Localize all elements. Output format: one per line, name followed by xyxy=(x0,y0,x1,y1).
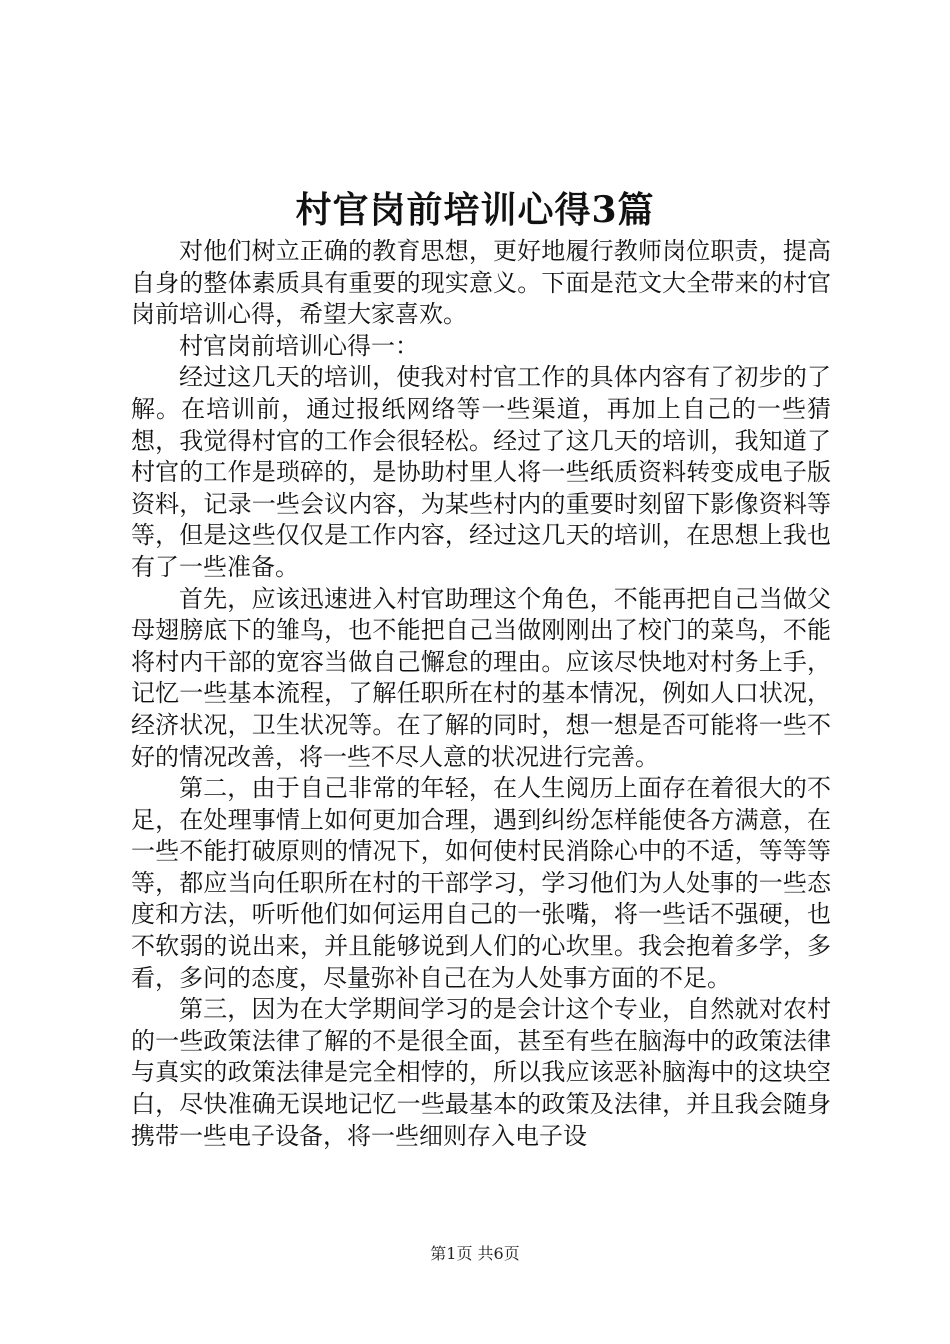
body-paragraph: 首先，应该迅速进入村官助理这个角色，不能再把自己当做父母翅膀底下的雏鸟，也不能把自己当做刚刚出了校门的菜鸟，不能将村内干部的宽容当做自己懈怠的理由。应该尽快地对村务上手，记忆一些基本流程，了解任职所在村的基本情况，例如人口状况，经济状况，卫生状况等。在了解的同时，想一想是否可能将一些不好的情况改善，将一些不尽人意的状况进行完善。 xyxy=(131,584,831,771)
body-paragraph: 经过这几天的培训，使我对村官工作的具体内容有了初步的了解。在培训前，通过报纸网络等一些渠道，再加上自己的一些猜想，我觉得村官的工作会很轻松。经过了这几天的培训，我知道了村官的工作是琐碎的，是协助村里人将一些纸质资料转变成电子版资料，记录一些会议内容，为某些村内的重要时刻留下影像资料等等，但是这些仅仅是工作内容，经过这几天的培训，在思想上我也有了一些准备。 xyxy=(131,363,831,581)
intro-paragraph: 对他们树立正确的教育思想，更好地履行教师岗位职责，提高自身的整体素质具有重要的现实意义。下面是范文大全带来的村官岗前培训心得，希望大家喜欢。 xyxy=(131,237,831,329)
document-title: 村官岗前培训心得3篇 xyxy=(295,189,655,231)
body-paragraph: 第二，由于自己非常的年轻，在人生阅历上面存在着很大的不足，在处理事情上如何更加合理，遇到纠纷怎样能使各方满意，在一些不能打破原则的情况下，如何使村民消除心中的不适，等等等等，都应当向任职所在村的干部学习，学习他们为人处事的一些态度和方法，听听他们如何运用自己的一张嘴，将一些话不强硬，也不软弱的说出来，并且能够说到人们的心坎里。我会抱着多学，多看，多问的态度，尽量弥补自己在为人处事方面的不足。 xyxy=(131,774,831,992)
page-footer: 第1页 共6页 xyxy=(430,1244,520,1263)
section-heading: 村官岗前培训心得一： xyxy=(179,331,419,360)
body-paragraph: 第三，因为在大学期间学习的是会计这个专业，自然就对农村的一些政策法律了解的不是很全面，甚至有些在脑海中的政策法律与真实的政策法律是完全相悖的，所以我应该恶补脑海中的这块空白，尽快准确无误地记忆一些最基本的政策及法律，并且我会随身携带一些电子设备，将一些细则存入电子设 xyxy=(131,995,831,1150)
document-body xyxy=(131,236,831,1152)
